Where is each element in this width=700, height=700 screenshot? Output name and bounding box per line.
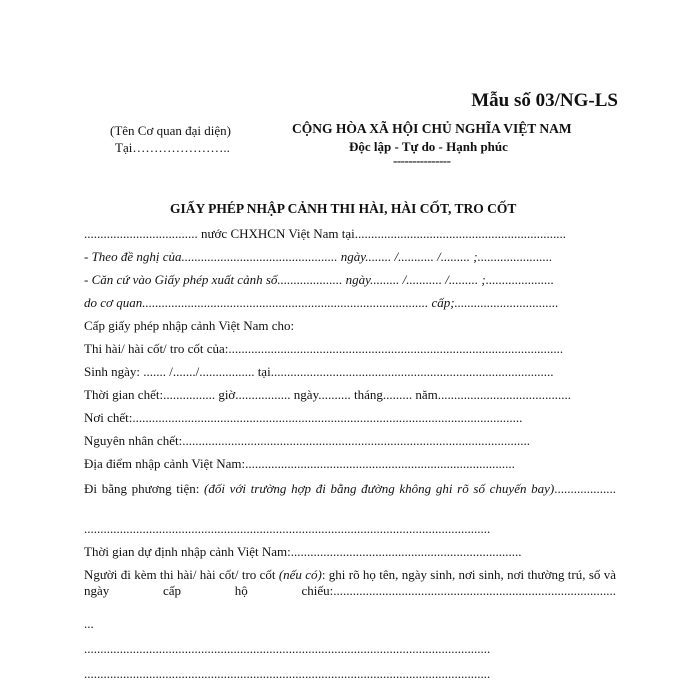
companion-note: (nếu có)	[278, 567, 322, 582]
line-entry-date: Thời gian dự định nhập cảnh Việt Nam:.......................................................................	[84, 544, 522, 559]
line-request: - Theo đề nghị của................................................ ngày........ /........... /......... ;.......................	[84, 249, 553, 264]
line-remains-of: Thi hài/ hài cốt/ tro cốt của:.......................................................................................................	[84, 341, 564, 356]
agency-place: Tại…………………..	[115, 140, 230, 155]
line-embassy: ................................... nước CHXHCN Việt Nam tại.................................................................	[84, 226, 566, 241]
line-blank-1: .............................................................................................................................	[84, 521, 491, 536]
companion-label: Người đi kèm thi hài/ hài cốt/ tro cốt	[84, 567, 279, 582]
line-entry-point: Địa điểm nhập cảnh Việt Nam:...................................................................................	[84, 456, 515, 471]
national-title: CỘNG HÒA XÃ HỘI CHỦ NGHĨA VIỆT NAM	[292, 121, 572, 136]
line-companion	[84, 567, 616, 599]
line-birth: Sinh ngày: ....... /......./................. tại.......................................................................................	[84, 364, 554, 379]
national-motto: Độc lập - Tự do - Hạnh phúc	[349, 139, 508, 154]
agency-name: (Tên Cơ quan đại diện)	[110, 123, 231, 138]
line-blank-2: .............................................................................................................................	[84, 641, 491, 656]
line-grant: Cấp giấy phép nhập cảnh Việt Nam cho:	[84, 318, 295, 333]
line-ellipsis: ...	[84, 616, 94, 631]
companion-detail: : ghi rõ họ tên, ngày sinh, nơi sinh, nơi thường trú, số và ngày cấp hộ chiếu:.......................................................................................	[84, 567, 616, 598]
line-issuing-agency: do cơ quan........................................................................................ cấp;................................	[84, 295, 559, 310]
line-death-time: Thời gian chết:................ giờ................. ngày.......... tháng......... năm.........................................	[84, 387, 571, 402]
line-blank-3: .............................................................................................................................	[84, 666, 491, 681]
transport-note: (đối với trường hợp đi bằng đường không ghi rõ số chuyến bay)	[204, 481, 555, 496]
transport-label: Đi bằng phương tiện:	[84, 481, 205, 496]
line-transport	[84, 481, 616, 497]
line-death-place: Nơi chết:........................................................................................................................	[84, 410, 523, 425]
transport-dots: ...................	[554, 481, 616, 496]
form-number: Mẫu số 03/NG-LS	[471, 90, 618, 111]
document-title: GIẤY PHÉP NHẬP CẢNH THI HÀI, HÀI CỐT, TRO CỐT	[170, 201, 517, 216]
motto-rule: ---------------	[393, 153, 451, 168]
line-exit-permit: - Căn cứ vào Giấy phép xuất cảnh số.................... ngày......... /........... /......... ;.....................	[84, 272, 554, 287]
line-cause: Nguyên nhân chết:...........................................................................................................	[84, 433, 530, 448]
